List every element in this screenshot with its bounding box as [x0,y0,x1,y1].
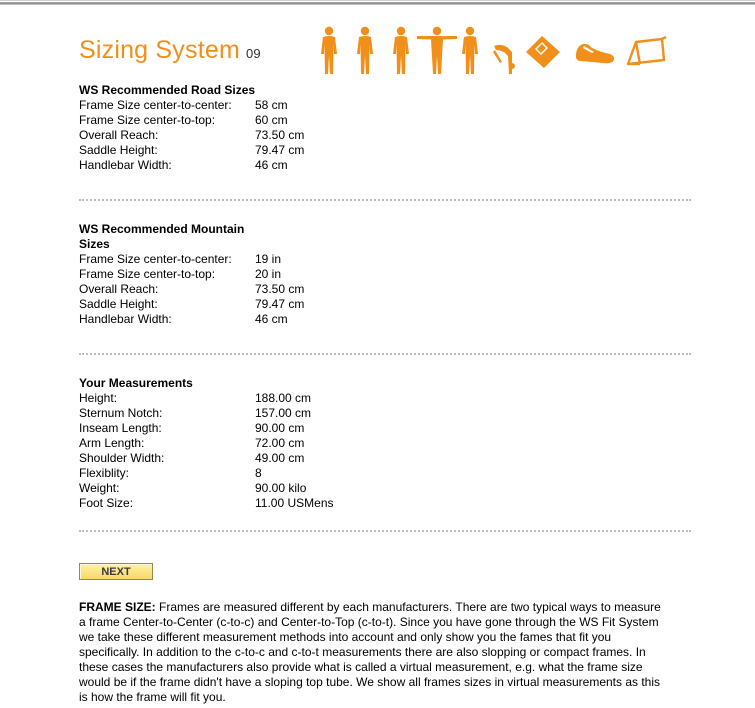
row-value: 188.00 cm [255,391,312,405]
section-divider [79,530,691,532]
row-value: 11.00 USMens [255,496,334,510]
row-value: 19 in [255,252,282,266]
row-value: 73.50 cm [255,282,305,296]
road-row [79,128,699,143]
frame-size-note [79,600,669,705]
row-value: 60 cm [255,113,288,127]
mountain-row [79,312,699,327]
shoe-icon[interactable] [574,40,616,66]
row-label: Shoulder Width: [79,451,165,465]
road-row [79,113,699,128]
row-value: 8 [255,466,262,480]
measurement-row [79,466,699,481]
row-label: Overall Reach: [79,282,159,296]
page-title-text: Sizing System [79,36,240,64]
measurement-row [79,496,699,511]
standing-person-icon[interactable] [390,26,412,76]
measurement-row [79,406,699,421]
row-label: Height: [79,391,118,405]
mountain-row [79,297,699,312]
mountain-row [79,267,699,282]
road-row [79,143,699,158]
row-value: 90.00 cm [255,421,305,435]
measurement-row [79,421,699,436]
page-title [79,36,261,65]
row-label: Frame Size center-to-top: [79,267,216,281]
row-label: Foot Size: [79,496,134,510]
row-label: Frame Size center-to-center: [79,98,232,112]
row-label: Frame Size center-to-top: [79,113,216,127]
arms-out-person-icon[interactable] [416,26,458,76]
row-label: Handlebar Width: [79,158,172,172]
row-value: 72.00 cm [255,436,305,450]
mountain-row [79,282,699,297]
row-label: Saddle Height: [79,143,158,157]
bike-frame-icon[interactable] [624,36,670,68]
section-divider [79,199,691,201]
road-row [79,158,699,173]
row-value: 58 cm [255,98,288,112]
next-button[interactable]: NEXT [79,563,153,580]
standing-person-icon[interactable] [354,26,376,76]
measurement-row [79,391,699,406]
note-title: FRAME SIZE: [79,600,156,614]
mountain-sizes-section [79,222,699,327]
measurement-row [79,481,699,496]
row-label: Weight: [79,481,120,495]
standing-person-icon[interactable] [318,26,340,76]
row-value: 46 cm [255,158,288,172]
standing-person-icon[interactable] [459,26,481,76]
window-top-border [0,0,755,7]
measurement-row [79,436,699,451]
note-text: Frames are measured different by each manufacturers. There are two typical ways to measure a frame Center-to-Center (c-to-c) and Center-to-Top (c-to-t). Since you have gone through the WS Fit System we take these different measurement methods into account and only show you the fames that fit you specifically. In addition to the c-to-c and c-to-t measurements there are also slopping or compact frames. In these cases the manufacturers also provide what is called a virtual measurement, e.g. what the frame size would be if the frame didn't have a sloping top tube. We show all frames sizes in virtual measurements as this is how the frame will fit you. [79,600,661,704]
road-sizes-section [79,83,699,173]
measurement-row [79,451,699,466]
row-value: 73.50 cm [255,128,305,142]
row-label: Flexiblity: [79,466,130,480]
section-divider [79,353,691,355]
bending-person-icon[interactable] [492,42,518,76]
row-value: 79.47 cm [255,297,305,311]
row-value: 157.00 cm [255,406,312,420]
row-label: Inseam Length: [79,421,162,435]
page-title-year: 09 [246,46,261,61]
mountain-sizes-heading: WS Recommended Mountain Sizes [79,222,245,251]
row-value: 90.00 kilo [255,481,307,495]
row-label: Sternum Notch: [79,406,163,420]
row-label: Handlebar Width: [79,312,172,326]
row-value: 20 in [255,267,282,281]
row-value: 79.47 cm [255,143,305,157]
row-label: Overall Reach: [79,128,159,142]
row-label: Frame Size center-to-center: [79,252,232,266]
road-sizes-heading: WS Recommended Road Sizes [79,83,256,97]
scale-icon[interactable] [524,34,562,70]
row-value: 46 cm [255,312,288,326]
row-label: Saddle Height: [79,297,158,311]
mountain-row [79,252,699,267]
row-label: Arm Length: [79,436,145,450]
measurements-heading: Your Measurements [79,376,193,390]
measurements-section [79,376,699,511]
road-row [79,98,699,113]
row-value: 49.00 cm [255,451,305,465]
